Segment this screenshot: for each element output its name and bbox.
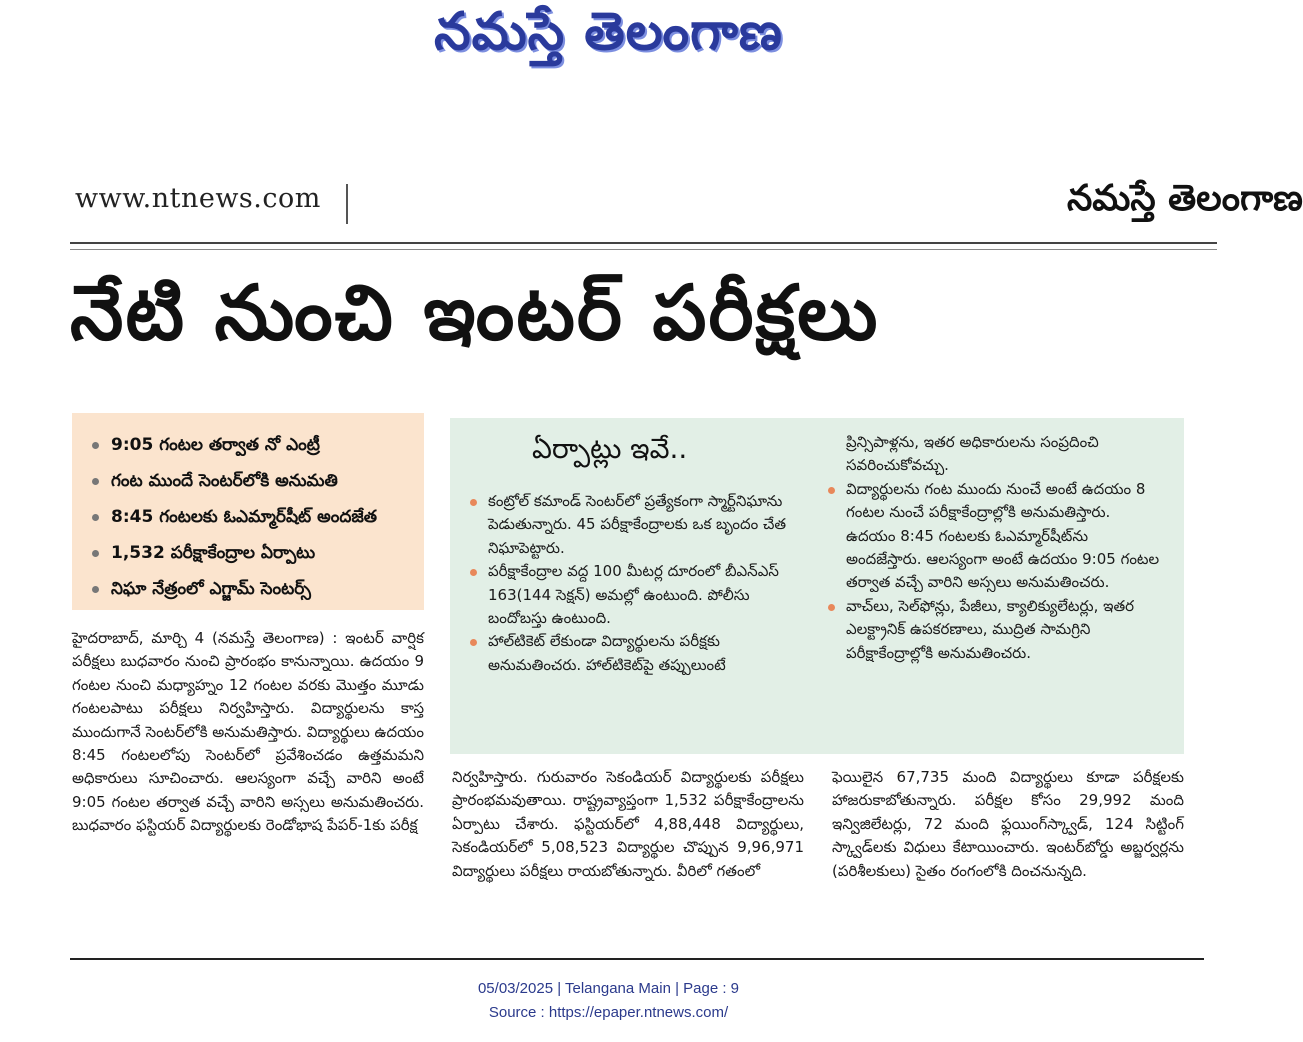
- highlight-item: గంట ముందే సెంటర్‌లోకి అనుమతి: [92, 463, 414, 499]
- bullet-icon: [92, 478, 99, 485]
- footer-rule: [70, 958, 1204, 960]
- article-column-1: హైదరాబాద్‌, మార్చి 4 (నమస్తే తెలంగాణ) : ఇంటర్‌ వార్షిక పరీక్షలు బుధవారం నుంచి ప్రారంభం కానున్నాయి. ఉదయం 9 గంటల నుంచి మధ్యాహ్నం 12 గంటల వరకు మొత్తం మూడు గంటలపాటు పరీక్షలు నిర్వహిస్తారు. విద్యార్థులను కాస్త ముందుగానే సెంటర్‌లోకి అనుమతిస్తారు. విద్యార్థులు ఉదయం 8:45 గంటలలోపు సెంటర్‌లో ప్రవేశించడం ఉత్తమమని అధికారులు సూచించారు. ఆలస్యంగా వచ్చే వారిని అంటే 9:05 గంటల తర్వాత వచ్చే వారిని అస్సలు అనుమతించరు. బుధవారం ఫస్టియర్‌ విద్యార్థులకు రెండోభాష పేపర్‌-1కు పరీక్ష: [72, 629, 424, 835]
- highlight-item: 1,532 పరీక్షాకేంద్రాల ఏర్పాటు: [92, 535, 414, 571]
- arrangements-col2: [824, 431, 1164, 665]
- bullet-icon: [470, 639, 477, 646]
- arrangement-item: వాచ్‌లు, సెల్‌ఫోన్లు, పేజీలు, క్యాలిక్యులేటర్లు, ఇతర ఎలక్ట్రానిక్‌ ఉపకరణాలు, ముద్రిత సామగ్రిని పరీక్షాకేంద్రాల్లోకి అనుమతించరు.: [824, 595, 1164, 665]
- bullet-icon: [828, 604, 835, 611]
- bullet-icon: [92, 550, 99, 557]
- arrangement-item: కంట్రోల్‌ కమాండ్‌ సెంటర్‌లో ప్రత్యేకంగా స్మార్ట్‌నిఘాను పెడుతున్నారు. 45 పరీక్షాకేంద్రాలకు ఒక బృందం చేత నిఘాపెట్టారు.: [466, 490, 806, 560]
- bullet-icon: [470, 569, 477, 576]
- bullet-icon: [828, 487, 835, 494]
- highlight-item: 9:05 గంటల తర్వాత నో ఎంట్రీ: [92, 427, 414, 463]
- newspaper-logo: నమస్తే తెలంగాణ: [434, 2, 783, 62]
- arrangements-col1: [466, 490, 806, 677]
- website-url: www.ntnews.com: [75, 183, 321, 214]
- header-rule: [70, 242, 1217, 250]
- footer-source-link[interactable]: Source : https://epaper.ntnews.com/: [488, 1004, 729, 1021]
- arrangement-continuation: ప్రిన్సిపాళ్లను, ఇతర అధికారులను సంప్రదించి సవరించుకోవచ్చు.: [846, 433, 1099, 475]
- page-masthead: నమస్తే తెలంగాణ: [1067, 178, 1303, 219]
- bullet-icon: [470, 499, 477, 506]
- bullet-icon: [92, 442, 99, 449]
- footer-edition-info: 05/03/2025 | Telangana Main | Page : 9: [477, 980, 740, 997]
- arrangement-item: పరీక్షాకేంద్రాల వద్ద 100 మీటర్ల దూరంలో బీఎన్‌ఎస్‌ 163(144 సెక్షన్‌) అమల్లో ఉంటుంది. పోలీసు బందోబస్తు ఉంటుంది.: [466, 560, 806, 630]
- bullet-icon: [92, 586, 99, 593]
- highlights-box: [72, 413, 424, 610]
- arrangements-title: ఏర్పాట్లు ఇవే..: [532, 432, 688, 465]
- url-divider: [346, 184, 348, 224]
- headline: నేటి నుంచి ఇంటర్‌ పరీక్షలు: [70, 268, 880, 357]
- highlight-item: నిఘా నేత్రంలో ఎగ్జామ్‌ సెంటర్స్‌: [92, 571, 414, 607]
- masthead: [0, 0, 1217, 90]
- bullet-icon: [92, 514, 99, 521]
- article-column-2: నిర్వహిస్తారు. గురువారం సెకండియర్‌ విద్యార్థులకు పరీక్షలు ప్రారంభమవుతాయి. రాష్ట్రవ్యాప్తంగా 1,532 పరీక్షాకేంద్రాలను ఏర్పాటు చేశారు. ఫస్టియర్‌లో 4,88,448 విద్యార్థులు, సెకండియర్‌లో 5,08,523 విద్యార్థుల చొప్పున 9,96,971 విద్యార్థులు పరీక్షలు రాయబోతున్నారు. వీరిలో గతంలో: [452, 768, 804, 880]
- arrangement-item: విద్యార్థులను గంట ముందు నుంచే అంటే ఉదయం 8 గంటల నుంచే పరీక్షాకేంద్రాల్లోకి అనుమతిస్తారు. ఉదయం 8:45 గంటలకు ఓఎమ్మార్‌షీట్‌ను అందజేస్తారు. ఆలస్యంగా అంటే ఉదయం 9:05 గంటల తర్వాత వచ్చే వారిని అస్సలు అనుమతించరు.: [824, 478, 1164, 595]
- article-column-3: ఫెయిలైన 67,735 మంది విద్యార్థులు కూడా పరీక్షలకు హాజరుకాబోతున్నారు. పరీక్షల కోసం 29,992 మంది ఇన్విజిలేటర్లు, 72 మంది ఫ్లయింగ్‌స్క్వాడ్‌, 124 సిట్టింగ్‌ స్క్వాడ్‌లకు విధులు కేటాయించారు. ఇంటర్‌బోర్డు అబ్జర్వర్లను (పరిశీలకులు) సైతం రంగంలోకి దించనున్నది.: [832, 768, 1184, 880]
- highlight-item: 8:45 గంటలకు ఓఎమ్మార్‌షీట్‌ అందజేత: [92, 499, 414, 535]
- arrangement-item: హాల్‌టికెట్‌ లేకుండా విద్యార్థులను పరీక్షకు అనుమతించరు. హాల్‌టికెట్‌పై తప్పులుంటే: [466, 630, 806, 677]
